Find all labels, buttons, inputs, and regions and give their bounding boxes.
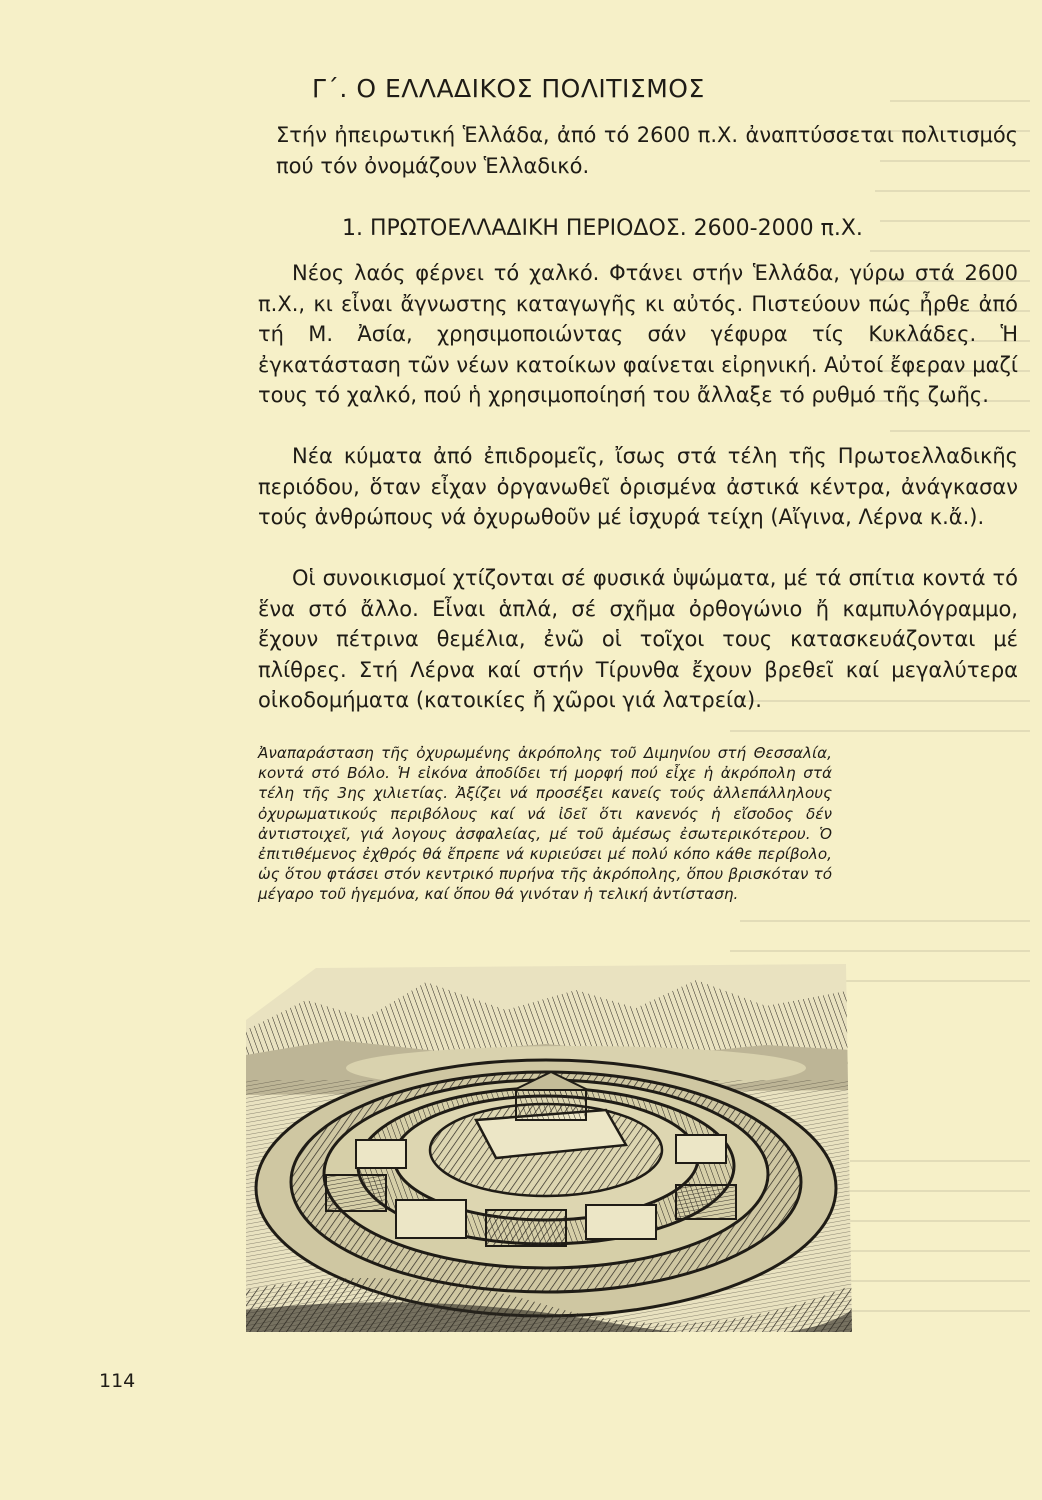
section-heading: 1. ΠΡΩΤΟΕΛΛΑΔΙΚΗ ΠΕΡΙΟΔΟΣ. 2600-2000 π.Χ. [342,216,863,241]
figure-caption: Ἀναπαράσταση τῆς ὀχυρωμένης ἀκρόπολης τοῦ Διμηνίου στή Θεσσαλία, κοντά στό Βόλο. Ἡ εἰκόνα ἀποδίδει τή μορφή πού εἶχε ἡ ἀκρόπολη στά τέλη τῆς 3ης χιλιετίας. Ἀξίζει νά προσέξει κανείς τούς ἀλλεπάλληλους ὀχυρωματικούς περιβόλους καί νά ἰδεῖ ὅτι κανενός ἡ εἴσοδος δέν ἀντιστοιχεῖ, γιά λογους ἀσφαλείας, μέ τοῦ ἀμέσως ἐσωτερικότερου. Ὁ ἐπιτιθέμενος ἐχθρός θά ἔπρεπε νά κυριεύσει μέ πολύ κόπο κάθε περίβολο, ὡς ὅτου φτάσει στόν κεντρικό πυρήνα τῆς ἀκρόπολης, ὅπου βρισκόταν τό μέγαρο τοῦ ἡγεμόνα, καί ὅπου θά γινόταν ἡ τελική ἀντίσταση. [258,744,832,904]
body-paragraph-2: Νέα κύματα ἀπό ἐπιδρομεῖς, ἴσως στά τέλη τῆς Πρωτοελλαδικῆς περιόδου, ὅταν εἶχαν ὀργανωθεῖ ὁρισμένα ἀστικά κέντρα, ἀνάγκασαν τούς ἀνθρώπους νά ὀχυρωθοῦν μέ ἰσχυρά τείχη (Αἴγινα, Λέρνα κ.ἄ.). [258,444,1018,529]
intro-paragraph: Στήν ἠπειρωτική Ἑλλάδα, ἀπό τό 2600 π.Χ. ἀναπτύσσεται πολιτισμός πού τόν ὀνομάζουν Ἑλλαδικό. [276,123,1018,178]
body-paragraph-1: Νέος λαός φέρνει τό χαλκό. Φτάνει στήν Ἑλλάδα, γύρω στά 2600 π.Χ., κι εἶναι ἄγνωστης καταγωγῆς κι αὐτός. Πιστεύουν πώς ἦρθε ἀπό τή Μ. Ἀσία, χρησιμοποιώντας σάν γέφυρα τίς Κυκλάδες. Ἡ ἐγκατάσταση τῶν νέων κατοίκων φαίνεται εἰρηνική. Αὐτοί ἔφεραν μαζί τους τό χαλκό, πού ἡ χρησιμοποίησή του ἄλλαξε τό ρυθμό τῆς ζωῆς. [258,261,1018,407]
body-paragraph-3: Οἱ συνοικισμοί χτίζονται σέ φυσικά ὑψώματα, μέ τά σπίτια κοντά τό ἕνα στό ἄλλο. Εἶναι ἁπλά, σέ σχῆμα ὀρθογώνιο ἤ καμπυλόγραμμο, ἔχουν πέτρινα θεμέλια, ἐνῶ οἱ τοῖχοι τους κατασκευάζονται μέ πλίθρες. Στή Λέρνα καί στήν Τίρυνθα ἔχουν βρεθεῖ καί μεγαλύτερα οἰκοδομήματα (κατοικίες ἤ χῶροι γιά λατρεία). [258,566,1018,712]
page-number: 114 [99,1370,136,1392]
chapter-title: Γ΄. Ο ΕΛΛΑΔΙΚΟΣ ΠΟΛΙΤΙΣΜΟΣ [312,74,705,103]
dimini-acropolis-illustration [246,960,852,1332]
